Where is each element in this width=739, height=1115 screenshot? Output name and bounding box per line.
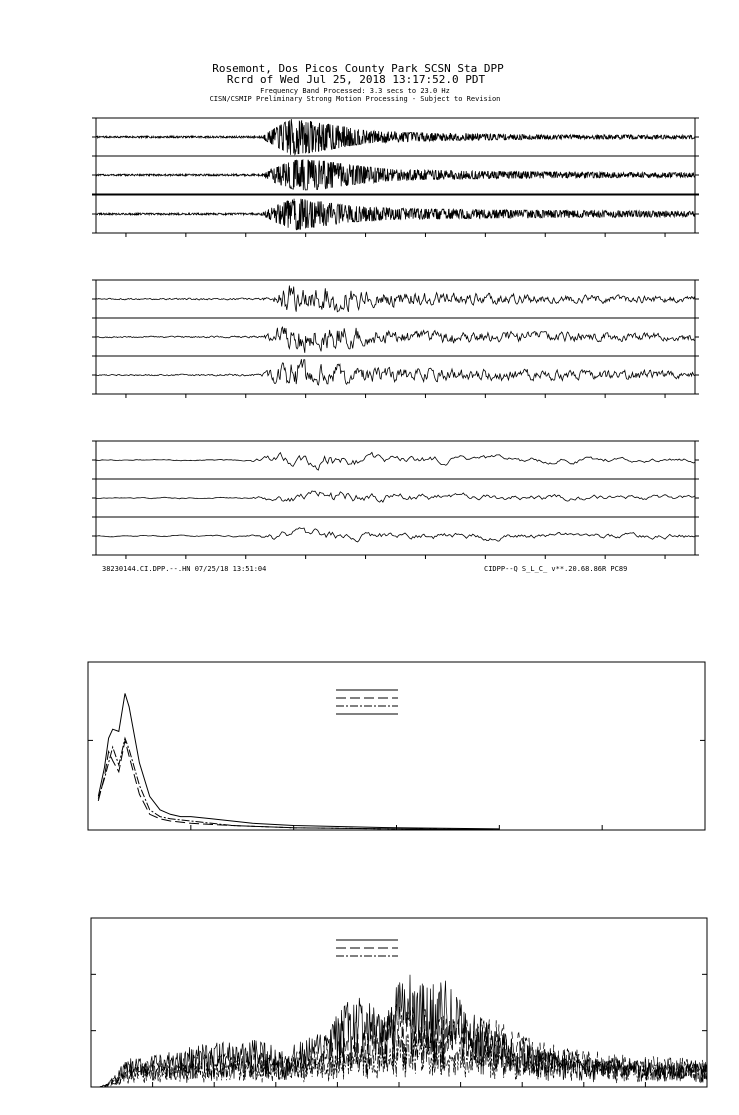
- waveform-trace: [96, 452, 695, 470]
- sa-series-line: [98, 738, 499, 829]
- acceleration-panel: [92, 118, 699, 237]
- waveform-trace: [96, 528, 695, 542]
- waveform-trace: [96, 160, 695, 190]
- channel-row: [92, 318, 699, 356]
- trace-frame: [96, 479, 695, 517]
- channel-row: [92, 156, 699, 194]
- waveform-trace: [96, 327, 695, 353]
- sa-series-line: [98, 693, 499, 829]
- channel-row: [92, 517, 699, 555]
- waveform-trace: [96, 359, 695, 385]
- station-title: Rosemont, Dos Picos County Park SCSN Sta DPP: [212, 62, 504, 75]
- spectral-acceleration-panel: [88, 662, 705, 830]
- fourier-spectrum-panel: [91, 918, 707, 1087]
- waveform-trace: [96, 286, 695, 312]
- processing-note: CISN/CSMIP Preliminary Strong Motion Processing - Subject to Revision: [209, 95, 501, 103]
- velocity-panel: [92, 280, 699, 398]
- channel-row: [92, 195, 699, 233]
- channel-row: [92, 479, 699, 517]
- waveform-trace: [96, 199, 695, 230]
- channel-row: [92, 280, 699, 318]
- record-id: 38230144.CI.DPP.--.HN 07/25/18 13:51:04: [102, 565, 267, 573]
- plot-frame: [88, 662, 705, 830]
- channel-row: [92, 118, 699, 156]
- frequency-band: Frequency Band Processed: 3.3 secs to 23.0 Hz: [260, 87, 450, 95]
- record-time: Rcrd of Wed Jul 25, 2018 13:17:52.0 PDT: [226, 73, 486, 86]
- processing-id: CIDPP--Q S_L_C_ v**.20.68.86R PC89: [484, 565, 628, 573]
- displacement-panel: [92, 441, 699, 559]
- sa-series-line: [98, 740, 499, 829]
- trace-frame: [96, 356, 695, 394]
- waveform-trace: [96, 491, 695, 502]
- channel-row: [92, 356, 699, 394]
- channel-row: [92, 441, 699, 479]
- trace-frame: [96, 318, 695, 356]
- waveform-trace: [96, 119, 695, 155]
